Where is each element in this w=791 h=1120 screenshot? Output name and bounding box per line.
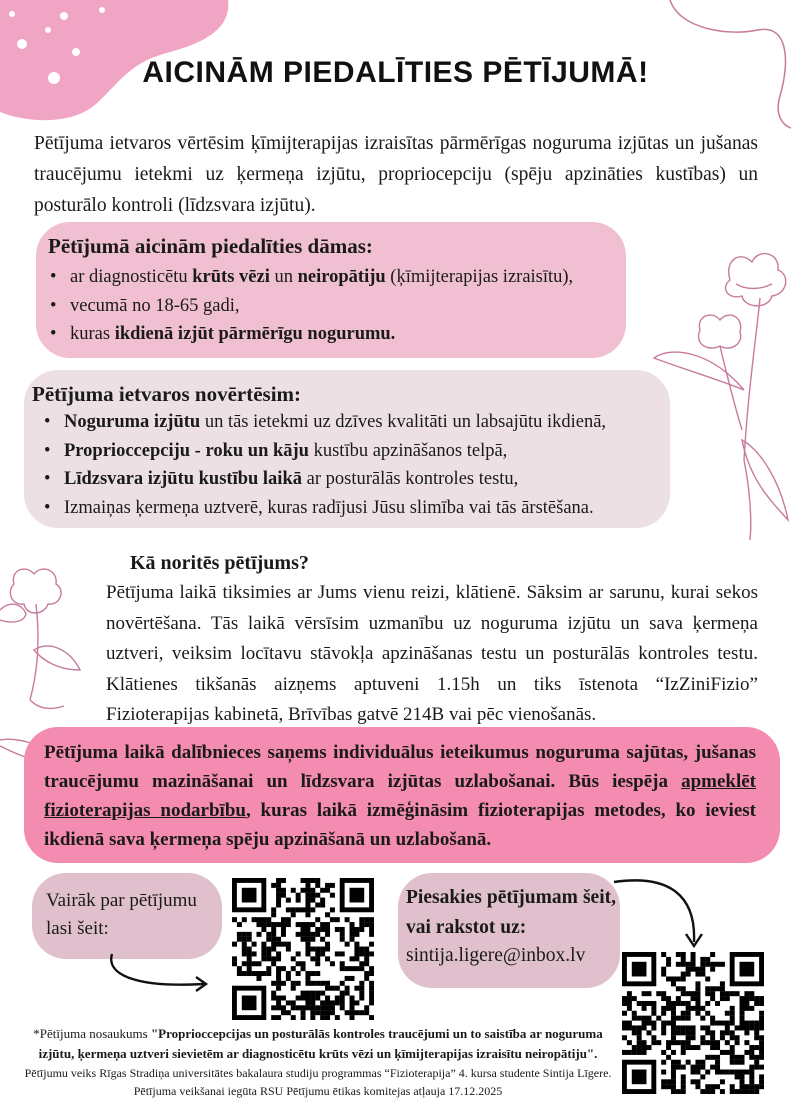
arrow-icon bbox=[610, 876, 710, 952]
list-item: • vecumā no 18-65 gadi, bbox=[50, 295, 240, 316]
list-item: • kuras ikdienā izjūt pārmērīgu nogurumu. bbox=[50, 324, 396, 344]
how-paragraph: Pētījuma laikā tiksimies ar Jums vienu reizi, klātienē. Sāksim ar sarunu, kurai sekos novērtēšana. Tās laikā vērsīsim uzmanību uz noguruma izjūtu un sava ķermeņa uztveri, veiksim locītavu stāvokļa apzināšanas testu un posturālās kontroles testu. Klātienes tikšanās aizņems aptuveni 1.15h un tiks īstenota “IzZiniFizio” Fizioterapijas kabinetā, Brīvības gatvē 214B vai pēc vienošanās. bbox=[106, 582, 758, 725]
benefits-text: Pētījuma laikā dalībnieces saņems individuālus ieteikumus noguruma sajūtas, jušanas traucējumu mazināšanai un līdzsvara izjūtas uzlabošanai. Būs iespēja apmeklēt fizioterapijas nodarbību, kuras laikā izmēģināsim fizioterapijas metodes, ko ieviest ikdienā sava ķermeņa spēju apzināšanā un uzlabošanā. bbox=[44, 742, 756, 850]
list-item: • Noguruma izjūtu un tās ietekmi uz dzīves kvalitāti un labsajūtu ikdienā, bbox=[44, 412, 607, 432]
footnote-credits: Pētījumu veiks Rīgas Stradiņa universitātes bakalaura studiju programmas “Fizioterapija” 4. kursa studente Sintija Līgere. Pētījuma veikšanai iegūta RSU Pētījumu ētikas komitejas atļauja 17.12.2025 bbox=[24, 1066, 612, 1098]
list-item: • Proprioccepciju - roku un kāju kustību apzināšanos telpā, bbox=[44, 440, 508, 461]
intro-paragraph: Pētījuma ietvaros vērtēsim ķīmijterapijas izraisītas pārmērīgas noguruma izjūtas un jušanas traucējumu ietekmi uz ķermeņa izjūtu, propriocepciju (spēju apzināties kustības) un posturālo kontroli (līdzsvara izjūtu). bbox=[34, 133, 758, 216]
footnote bbox=[24, 1024, 612, 1100]
qr-code-signup[interactable] bbox=[622, 952, 764, 1094]
more-info-box bbox=[32, 873, 222, 959]
footnote-title: *Pētījuma nosaukums "Proprioccepcijas un posturālās kontroles traucējumi un to saistība ar noguruma izjūtu, ķermeņa uztveri sievietēm ar diagnosticētu krūts vēzi un ķīmijterapijas izraisītu neiropātiju". bbox=[33, 1026, 603, 1061]
list-item: • Līdzsvara izjūtu kustību laikā ar posturālās kontroles testu, bbox=[44, 469, 519, 489]
list-item: • Izmaiņas ķermeņa uztverē, kuras radījusi Jūsu slimība vai tās ārstēšana. bbox=[44, 497, 594, 518]
list-item: • ar diagnosticētu krūts vēzi un neiropātiju (ķīmijterapijas izraisītu), bbox=[50, 267, 574, 287]
signup-text: Piesakies pētījumam šeit, vai rakstot uz: bbox=[406, 887, 616, 938]
signup-box bbox=[398, 873, 620, 988]
how-heading: Kā noritēs pētījums? bbox=[130, 552, 309, 574]
participants-heading: Pētījumā aicinām piedalīties dāmas: bbox=[48, 234, 373, 258]
qr-code-info[interactable] bbox=[232, 878, 374, 1020]
participants-box bbox=[36, 222, 626, 358]
assessment-list bbox=[42, 408, 606, 522]
assessment-heading: Pētījuma ietvaros novērtēsim: bbox=[32, 382, 302, 406]
more-info-text: Vairāk par pētījumu lasi šeit: bbox=[46, 890, 197, 939]
assessment-box bbox=[24, 370, 670, 528]
participants-list bbox=[48, 263, 573, 349]
arrow-icon bbox=[104, 950, 214, 994]
signup-email[interactable]: sintija.ligere@inbox.lv bbox=[406, 945, 586, 966]
physio-session-link[interactable]: apmeklēt fizioterapijas nodarbību bbox=[44, 771, 756, 821]
page-title: AICINĀM PIEDALĪTIES PĒTĪJUMĀ! bbox=[142, 56, 649, 89]
